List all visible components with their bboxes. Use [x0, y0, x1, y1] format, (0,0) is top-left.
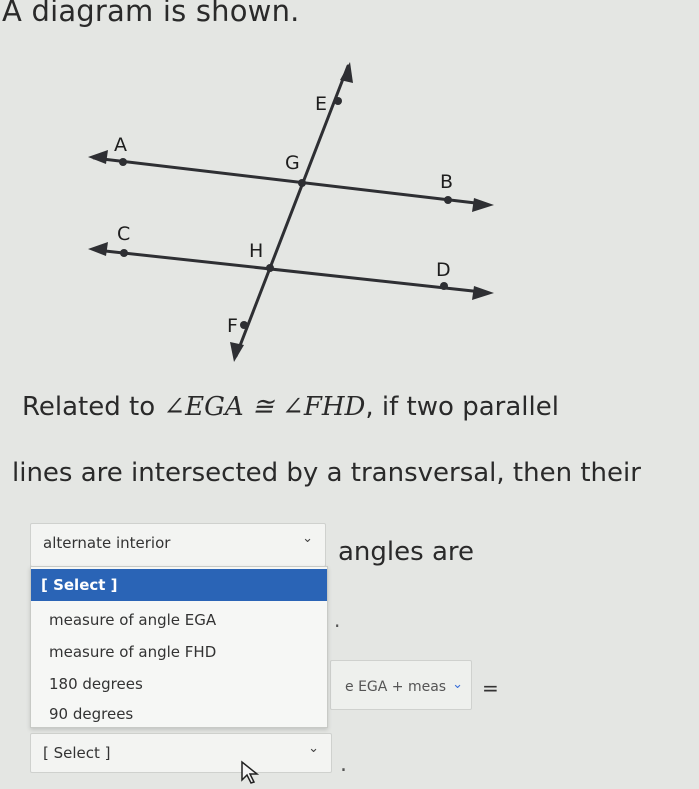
dropdown-option-180[interactable]: 180 degrees — [49, 675, 143, 693]
chevron-down-icon: ⌄ — [452, 677, 463, 692]
equals-sign: = — [482, 676, 499, 700]
equation-select-value: e EGA + meas — [345, 679, 447, 695]
point-f — [240, 321, 248, 329]
bottom-select-value: [ Select ] — [43, 744, 111, 762]
point-c — [120, 249, 128, 257]
point-h — [266, 264, 274, 272]
arrowhead-b — [472, 198, 494, 212]
period: . — [334, 608, 341, 632]
label-a: A — [114, 134, 127, 156]
dropdown-option-measure-ega[interactable]: measure of angle EGA — [49, 611, 217, 629]
line-ab — [94, 158, 484, 204]
arrowhead-a — [88, 150, 108, 164]
equation-select[interactable] — [330, 660, 472, 710]
arrowhead-d — [472, 286, 494, 300]
mouse-pointer-icon — [240, 760, 260, 786]
question-line-2: lines are intersected by a transversal, then their — [12, 458, 641, 488]
label-c: C — [117, 223, 131, 245]
arrowhead-c — [88, 242, 108, 256]
arrowhead-f — [230, 342, 244, 362]
label-b: B — [440, 171, 454, 193]
label-f: F — [227, 315, 238, 337]
angle-type-select[interactable] — [30, 523, 326, 567]
label-d: D — [436, 259, 451, 281]
point-e — [334, 97, 342, 105]
line-cd — [96, 250, 482, 292]
chevron-down-icon: ⌄ — [302, 531, 313, 546]
label-h: H — [249, 240, 264, 262]
chevron-down-icon: ⌄ — [308, 741, 319, 756]
label-g: G — [285, 152, 300, 174]
dropdown-option-measure-fhd[interactable]: measure of angle FHD — [49, 643, 217, 661]
angle-fhd: ∠FHD — [282, 392, 366, 422]
dropdown-option-90[interactable]: 90 degrees — [49, 705, 134, 723]
point-a — [119, 158, 127, 166]
arrowhead-e — [340, 62, 353, 83]
point-g — [298, 179, 306, 187]
question-line-1 — [22, 392, 559, 422]
point-d — [440, 282, 448, 290]
question-prefix: Related to — [22, 392, 156, 422]
intro-text: A diagram is shown. — [2, 0, 300, 28]
question-suffix: , if two parallel — [365, 392, 559, 422]
angles-are-text: angles are — [338, 537, 474, 567]
angle-ega: ∠EGA — [163, 392, 244, 422]
period: . — [340, 752, 347, 777]
congruent-symbol: ≅ — [251, 392, 274, 422]
point-b — [444, 196, 452, 204]
dropdown-option-select[interactable]: [ Select ] — [31, 569, 327, 601]
dropdown-menu — [30, 566, 328, 728]
label-e: E — [315, 93, 328, 115]
angle-type-select-value: alternate interior — [43, 534, 171, 552]
transversal-ef — [236, 66, 348, 356]
bottom-select[interactable] — [30, 733, 332, 773]
